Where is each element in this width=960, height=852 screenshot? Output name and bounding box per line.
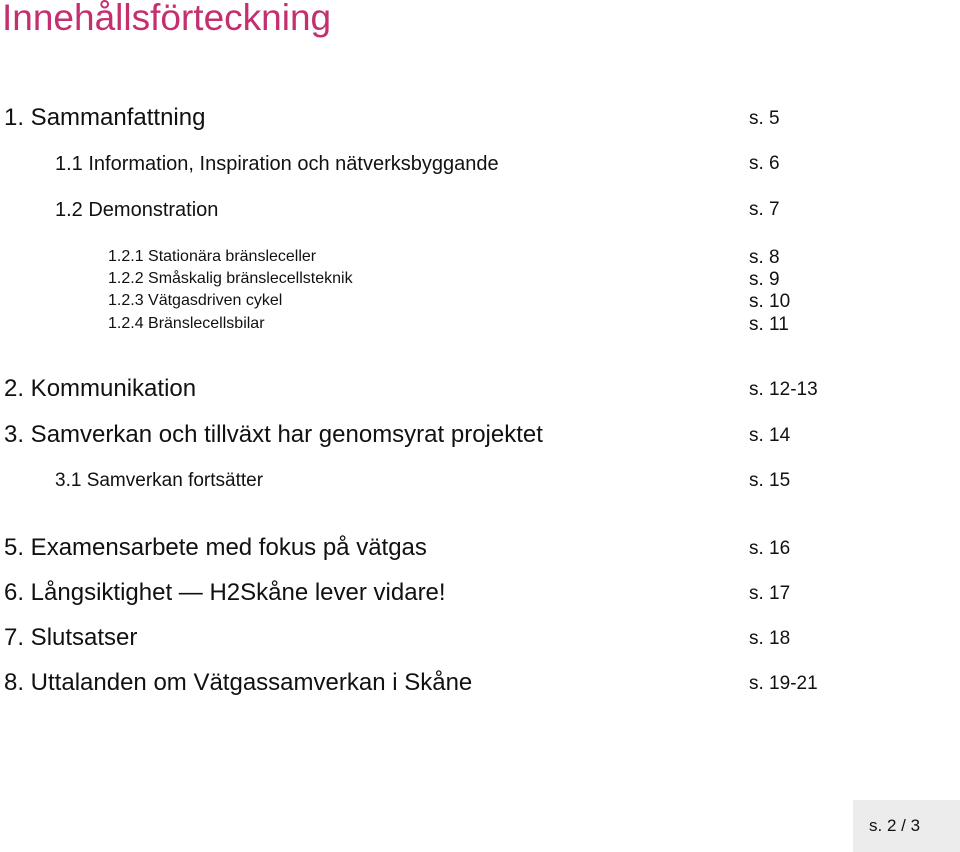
toc-entry-label: 2. Kommunikation bbox=[4, 375, 197, 402]
toc-entry[interactable] bbox=[0, 200, 960, 230]
toc-entry-label: 3. Samverkan och tillväxt har genomsyrat projektet bbox=[4, 421, 543, 448]
toc-entry-label: 1.2.1 Stationära bränsleceller bbox=[108, 248, 317, 265]
toc-entry-label: 1.2 Demonstration bbox=[55, 199, 219, 221]
toc-entry-label: 1. Sammanfattning bbox=[4, 104, 206, 131]
toc-entry-page: s. 11 bbox=[749, 314, 789, 335]
toc-entry-page: s. 19-21 bbox=[749, 673, 818, 694]
toc-entry[interactable] bbox=[0, 154, 960, 184]
toc-entry-page: s. 6 bbox=[749, 153, 780, 174]
toc-entry-label: 7. Slutsatser bbox=[4, 624, 138, 651]
toc-entry-label: 3.1 Samverkan fortsätter bbox=[55, 470, 264, 491]
toc-entry-page: s. 17 bbox=[749, 583, 791, 604]
toc-entry[interactable] bbox=[0, 316, 960, 346]
toc-entry-page: s. 14 bbox=[749, 425, 791, 446]
toc-entry-page: s. 15 bbox=[749, 470, 791, 491]
toc-entry-page: s. 8 bbox=[749, 247, 780, 268]
toc-entry[interactable] bbox=[0, 581, 960, 611]
toc-entry-page: s. 7 bbox=[749, 199, 780, 220]
toc-entry-label: 6. Långsiktighet — H2Skåne lever vidare! bbox=[4, 579, 446, 606]
toc-entry-label: 1.2.2 Småskalig bränslecellsteknik bbox=[108, 270, 353, 287]
page-indicator-text: s. 2 / 3 bbox=[869, 816, 921, 835]
page-indicator bbox=[853, 800, 960, 852]
toc-entry[interactable] bbox=[0, 471, 960, 501]
toc-entry[interactable] bbox=[0, 377, 960, 407]
toc-entry[interactable] bbox=[0, 106, 960, 136]
page-title: Innehållsförteckning bbox=[2, 0, 332, 38]
toc-entry-label: 1.2.3 Vätgasdriven cykel bbox=[108, 292, 283, 309]
toc-entry-page: s. 10 bbox=[749, 291, 791, 312]
toc-entry-page: s. 9 bbox=[749, 269, 780, 290]
toc-entry[interactable] bbox=[0, 536, 960, 566]
toc-entry-page: s. 18 bbox=[749, 628, 791, 649]
toc-entry-page: s. 12-13 bbox=[749, 379, 818, 400]
toc-entry[interactable] bbox=[0, 626, 960, 656]
toc-entry-page: s. 16 bbox=[749, 538, 791, 559]
toc-entry-label: 5. Examensarbete med fokus på vätgas bbox=[4, 534, 427, 561]
toc-entry-page: s. 5 bbox=[749, 108, 780, 129]
toc-entry[interactable] bbox=[0, 423, 960, 453]
toc-entry-label: 1.1 Information, Inspiration och nätverksbyggande bbox=[55, 153, 499, 175]
toc-entry-label: 8. Uttalanden om Vätgassamverkan i Skåne bbox=[4, 669, 473, 696]
toc-entry[interactable] bbox=[0, 671, 960, 701]
toc-entry-label: 1.2.4 Bränslecellsbilar bbox=[108, 315, 265, 332]
